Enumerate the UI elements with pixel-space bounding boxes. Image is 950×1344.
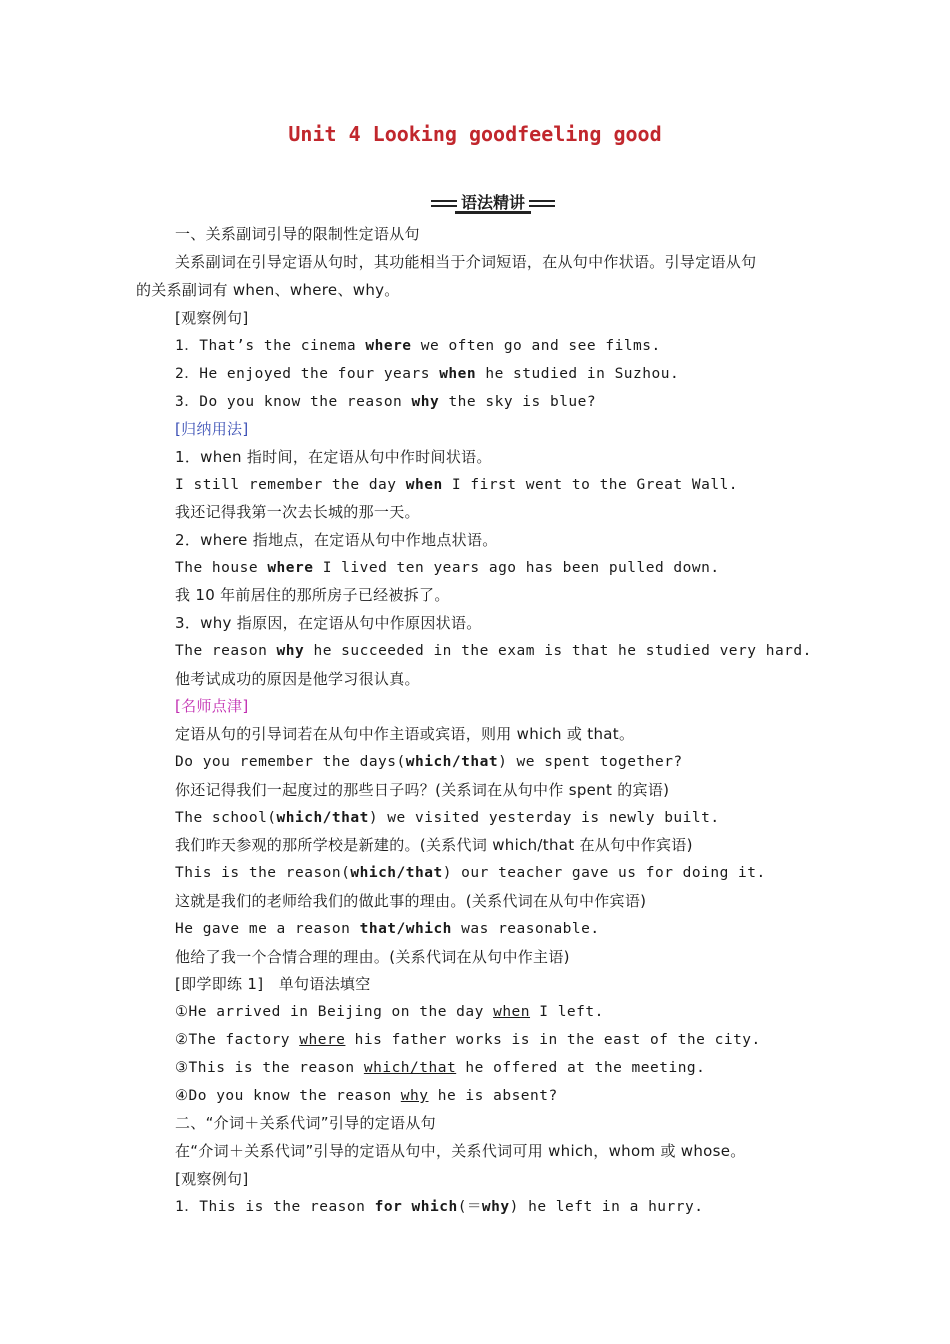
text-segment: This is the reason( (175, 865, 351, 881)
text-line (175, 1086, 558, 1106)
text-segment: The school( (175, 810, 277, 826)
text-line (175, 947, 570, 967)
text-line (175, 835, 693, 855)
text-segment: 2．He enjoyed the four years (175, 366, 440, 382)
text-line (175, 669, 420, 689)
text-segment: He gave me a reason (175, 921, 360, 937)
text-segment: 我们昨天参观的那所学校是新建的。(关系代词 which/that 在从句中作宾语) (175, 836, 693, 854)
text-line (175, 224, 420, 244)
text-line (175, 336, 661, 356)
text-segment: I first went to the Great Wall. (442, 477, 739, 493)
text-line (175, 641, 812, 661)
text-segment: 在“介词＋关系代词”引导的定语从句中，关系代词可用 which，whom 或 whose。 (175, 1142, 746, 1160)
text-segment: 2．where 指地点，在定语从句中作地点状语。 (175, 531, 498, 549)
text-line (175, 1058, 705, 1078)
badge-left-bar (431, 200, 457, 207)
text-line (175, 752, 683, 772)
text-line (175, 696, 249, 716)
text-segment: 我 10 年前居住的那所房子已经被拆了。 (175, 586, 450, 604)
keyword: when (439, 366, 477, 382)
text-line (175, 1030, 761, 1050)
text-segment: 他考试成功的原因是他学习很认真。 (175, 670, 420, 688)
text-segment: he is absent? (428, 1088, 558, 1104)
text-line (175, 585, 450, 605)
text-segment: we often go and see films. (411, 338, 661, 354)
keyword: why (276, 643, 305, 659)
text-line (175, 308, 249, 328)
text-line (175, 974, 371, 994)
text-segment: 3．Do you know the reason (175, 394, 412, 410)
text-segment: 这就是我们的老师给我们的做此事的理由。(关系代词在从句中作宾语) (175, 892, 647, 910)
text-segment: Do you remember the days( (175, 754, 406, 770)
text-line (175, 502, 420, 522)
keyword: which/that (350, 865, 443, 881)
text-segment: 3．why 指原因，在定语从句中作原因状语。 (175, 614, 482, 632)
text-line (175, 808, 720, 828)
text-segment: (＝ (457, 1199, 482, 1215)
text-segment: [观察例句] (175, 309, 249, 327)
page-title: Unit 4 Looking goodfeeling good (288, 122, 662, 146)
text-line (175, 1141, 746, 1161)
text-line (175, 724, 634, 744)
text-segment: was reasonable. (451, 921, 600, 937)
text-segment: 一、关系副词引导的限制性定语从句 (175, 225, 420, 243)
text-segment: 二、“介词＋关系代词”引导的定语从句 (175, 1114, 436, 1132)
text-line (175, 1197, 703, 1217)
text-segment: ④Do you know the reason (175, 1088, 401, 1104)
text-line (175, 392, 596, 412)
text-segment: ) our teacher gave us for doing it. (442, 865, 766, 881)
text-segment: he succeeded in the exam is that he studied very hard. (304, 643, 812, 659)
keyword: why (481, 1199, 510, 1215)
text-line (175, 252, 756, 272)
text-segment: ) we visited yesterday is newly built. (368, 810, 720, 826)
keyword: where (365, 338, 412, 354)
text-segment: 的关系副词有 when、where、why。 (136, 281, 400, 299)
text-segment: 1．when 指时间，在定语从句中作时间状语。 (175, 448, 492, 466)
text-line (175, 891, 646, 911)
badge-label: 语法精讲 (455, 192, 531, 214)
keyword: which/that (405, 754, 499, 770)
text-line (175, 558, 720, 578)
text-segment: he studied in Suzhou. (476, 366, 680, 382)
text-segment: [名师点津] (175, 697, 249, 715)
text-segment: 关系副词在引导定语从句时，其功能相当于介词短语，在从句中作状语。引导定语从句 (175, 253, 757, 271)
text-line (175, 1113, 436, 1133)
answer-blank: why (400, 1088, 429, 1104)
text-line (175, 613, 482, 633)
text-segment: ) he left in a hurry. (509, 1199, 704, 1215)
text-segment: his father works is in the east of the city. (345, 1032, 761, 1048)
keyword: when (405, 477, 443, 493)
answer-blank: which/that (363, 1060, 457, 1076)
answer-blank: where (299, 1032, 346, 1048)
text-line (175, 419, 249, 439)
text-segment: ②The factory (175, 1032, 300, 1048)
badge-right-bar (529, 200, 555, 207)
text-segment: 1．This is the reason (175, 1199, 375, 1215)
text-line (175, 919, 600, 939)
text-segment: I lived ten years ago has been pulled down. (313, 560, 720, 576)
text-segment: he offered at the meeting. (456, 1060, 706, 1076)
text-line (175, 364, 679, 384)
keyword: for which (374, 1199, 458, 1215)
text-segment: The house (175, 560, 268, 576)
text-segment: 1．That’s the cinema (175, 338, 366, 354)
text-segment: ) we spent together? (498, 754, 683, 770)
text-segment: 定语从句的引导词若在从句中作主语或宾语，则用 which 或 that。 (175, 725, 635, 743)
text-segment: 他给了我一个合情合理的理由。(关系代词在从句中作主语) (175, 948, 570, 966)
text-line (175, 530, 498, 550)
text-segment: [即学即练 1] 单句语法填空 (175, 975, 371, 993)
text-segment: ③This is the reason (175, 1060, 364, 1076)
text-segment: the sky is blue? (439, 394, 597, 410)
text-line (136, 280, 400, 300)
keyword: that/which (359, 921, 452, 937)
text-line (175, 863, 766, 883)
keyword: where (267, 560, 314, 576)
text-line (175, 475, 738, 495)
section-badge (431, 192, 555, 214)
text-line (175, 447, 492, 467)
answer-blank: when (493, 1004, 531, 1020)
text-line (175, 1169, 249, 1189)
text-segment: 我还记得我第一次去长城的那一天。 (175, 503, 420, 521)
text-segment: 你还记得我们一起度过的那些日子吗？(关系词在从句中作 spent 的宾语) (175, 781, 670, 799)
keyword: which/that (276, 810, 369, 826)
text-line (175, 1002, 604, 1022)
text-segment: The reason (175, 643, 277, 659)
text-segment: I left. (530, 1004, 604, 1020)
text-segment: [归纳用法] (175, 420, 249, 438)
keyword: why (411, 394, 440, 410)
text-segment: [观察例句] (175, 1170, 249, 1188)
text-segment: I still remember the day (175, 477, 406, 493)
text-line (175, 780, 669, 800)
text-segment: ①He arrived in Beijing on the day (175, 1004, 494, 1020)
